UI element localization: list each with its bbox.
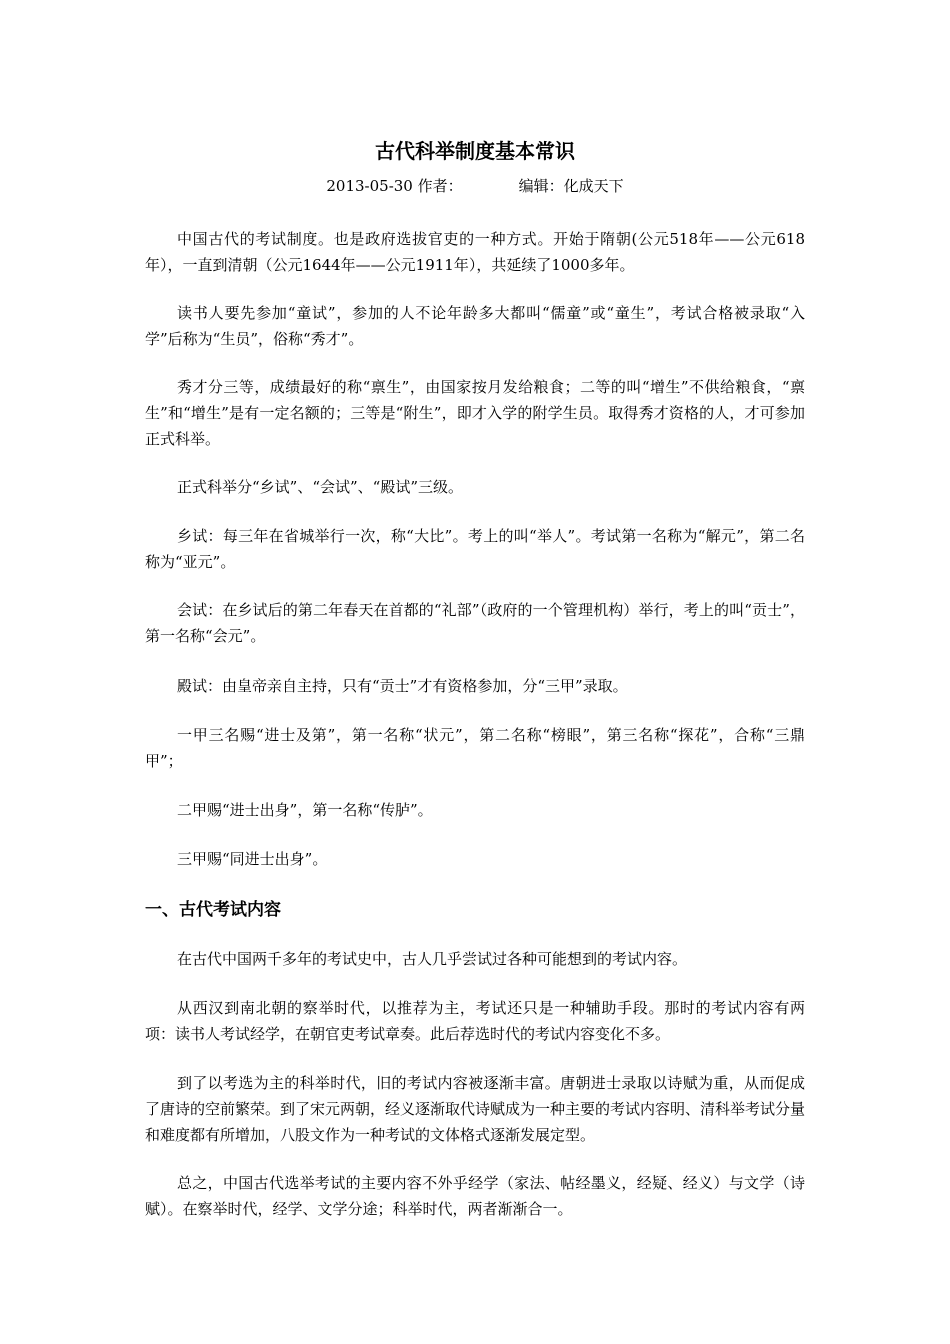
paragraph-dianshi: 殿试：由皇帝亲自主持，只有“贡士”才有资格参加，分“三甲”录取。 <box>177 677 628 695</box>
paragraph-yijia: 一甲三名赐“进士及第”，第一名称“状元”，第二名称“榜眼”，第三名称“探花”，合称“三鼎甲”； <box>145 726 805 770</box>
paragraph-intro: 中国古代的考试制度。也是政府选拔官吏的一种方式。开始于隋朝(公元518年——公元618年），一直到清朝（公元1644年——公元1911年），共延续了1000多年。 <box>145 230 805 274</box>
paragraph-xiangshi: 乡试：每三年在省城举行一次，称“大比”。考上的叫“举人”。考试第一名称为“解元”，第二名称为“亚元”。 <box>145 527 805 571</box>
paragraph-chaju: 从西汉到南北朝的察举时代，以推荐为主，考试还只是一种辅助手段。那时的考试内容有两项：读书人考试经学，在朝官吏考试章奏。此后荐选时代的考试内容变化不多。 <box>145 999 805 1043</box>
paragraph-erjia: 二甲赐“进士出身”，第一名称“传胪”。 <box>177 801 433 819</box>
paragraph-three-levels: 正式科举分“乡试”、“会试”、“殿试”三级。 <box>177 478 464 496</box>
date-author: 2013-05-30 作者： <box>326 177 463 195</box>
paragraph-summary: 总之，中国古代选举考试的主要内容不外乎经学（家法、帖经墨义，经疑、经义）与文学（诗赋）。在察举时代，经学、文学分途；科举时代，两者渐渐合一。 <box>145 1174 805 1218</box>
document-title: 古代科举制度基本常识 <box>375 139 575 163</box>
paragraph-xiucai: 秀才分三等，成绩最好的称“禀生”，由国家按月发给粮食；二等的叫“增生”不供给粮食，“禀生”和“增生”是有一定名额的；三等是“附生”，即才入学的附学生员。取得秀才资格的人，才可参加正式科举。 <box>145 378 805 448</box>
paragraph-tongshi: 读书人要先参加“童试”，参加的人不论年龄多大都叫“儒童”或“童生”，考试合格被录取“入学”后称为“生员”，俗称“秀才”。 <box>145 304 805 348</box>
section-heading: 一、古代考试内容 <box>145 900 281 920</box>
paragraph-keju: 到了以考选为主的科举时代，旧的考试内容被逐渐丰富。唐朝进士录取以诗赋为重，从而促成了唐诗的空前繁荣。到了宋元两朝，经义逐渐取代诗赋成为一种主要的考试内容明、清科举考试分量和难度都有所增加，八股文作为一种考试的文体格式逐渐发展定型。 <box>145 1074 806 1144</box>
paragraph-exam-history: 在古代中国两千多年的考试史中，古人几乎尝试过各种可能想到的考试内容。 <box>177 950 688 968</box>
paragraph-sanjia: 三甲赐“同进士出身”。 <box>177 850 328 868</box>
paragraph-huishi: 会试：在乡试后的第二年春天在首都的“礼部”（政府的一个管理机构）举行，考上的叫“贡士”，第一名称“会元”。 <box>145 601 805 645</box>
editor: 编辑：化成天下 <box>518 177 624 195</box>
document-meta <box>145 174 805 198</box>
